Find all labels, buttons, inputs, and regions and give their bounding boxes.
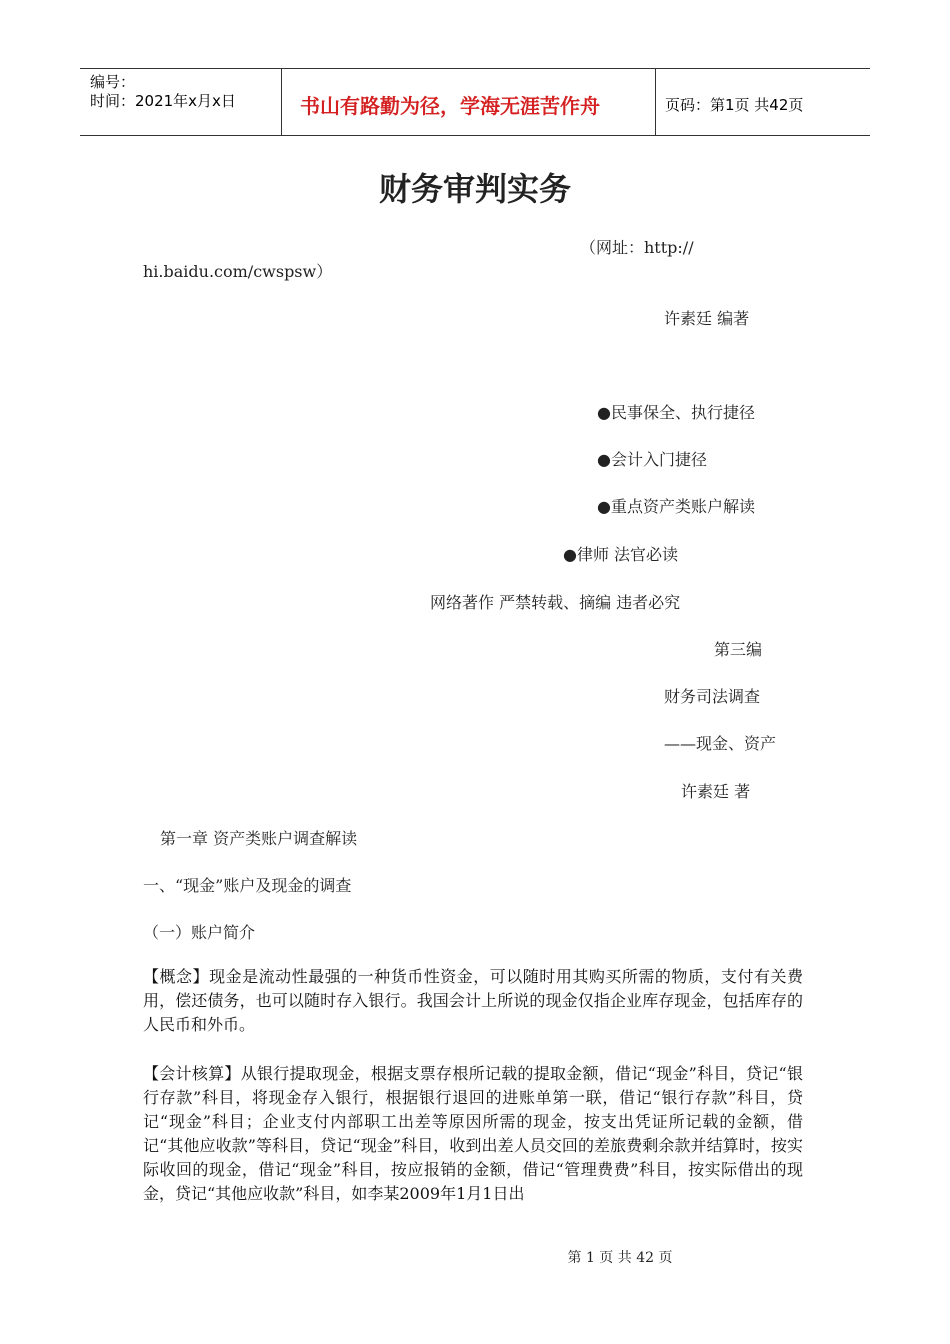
header-divider-left: [281, 68, 282, 135]
page-footer: 第 1 页 共 42 页: [567, 1250, 673, 1266]
bullet-item: ●民事保全、执行捷径: [597, 403, 755, 422]
header-motto: 书山有路勤为径，学海无涯苦作舟: [300, 94, 600, 118]
section-heading: 一、“现金”账户及现金的调查: [143, 876, 352, 895]
header-code-label: 编号：: [90, 73, 136, 91]
paragraph-text: 从银行提取现金，根据支票存根所记载的提取金额，借记“现金”科目，贷记“银行存款”科目，将现金存入银行，根据银行退回的进账单第一联，借记“银行存款”科目，贷记“现金”科目；企业支付内部职工出差等原因所需的现金，按支出凭证所记载的金额，借记“其他应收款”等科目，贷记“现金”科目，收到出差人员交回的差旅费剩余款并结算时，按实际收回的现金，借记“现金”科目，按应报销的金额，借记“管理费费”科目，按实际借出的现金，贷记“其他应收款”科目，如李某2009年1月1日出: [143, 1064, 803, 1203]
subsection-heading: （一）账户简介: [143, 923, 256, 942]
paragraph-accounting: [143, 1062, 803, 1206]
paragraph-concept: [143, 965, 803, 1037]
paragraph-text: 现金是流动性最强的一种货币性资金，可以随时用其购买所需的物质，支付有关费用，偿还债务，也可以随时存入银行。我国会计上所说的现金仅指企业库存现金，包括库存的人民币和外币。: [143, 967, 803, 1034]
website-line-2: hi.baidu.com/cwspsw）: [143, 262, 333, 281]
bullet-item: ●律师 法官必读: [563, 545, 679, 564]
bullet-item: ●会计入门捷径: [597, 450, 707, 469]
header-divider-right: [655, 68, 656, 135]
paragraph-label: 【概念】: [143, 967, 210, 986]
page-title: 财务审判实务: [378, 170, 571, 208]
chapter-heading: 第一章 资产类账户调查解读: [160, 829, 358, 848]
paragraph-label: 【会计核算】: [143, 1064, 241, 1083]
header-top-rule: [80, 68, 870, 69]
header-time-label: 时间：2021年x月x日: [90, 92, 236, 110]
copyright-line: 网络著作 严禁转载、摘编 违者必究: [430, 593, 681, 612]
part-title: 财务司法调查: [664, 687, 761, 706]
website-line-1: （网址：http://: [580, 238, 694, 257]
header-bottom-rule: [80, 135, 870, 136]
part-label: 第三编: [714, 640, 763, 659]
header-page-info: 页码：第1页 共42页: [665, 96, 804, 114]
author-line: 许素廷 编著: [664, 309, 750, 328]
bullet-item: ●重点资产类账户解读: [597, 497, 755, 516]
part-author: 许素廷 著: [681, 782, 751, 801]
part-subtitle: ——现金、资产: [664, 734, 777, 753]
